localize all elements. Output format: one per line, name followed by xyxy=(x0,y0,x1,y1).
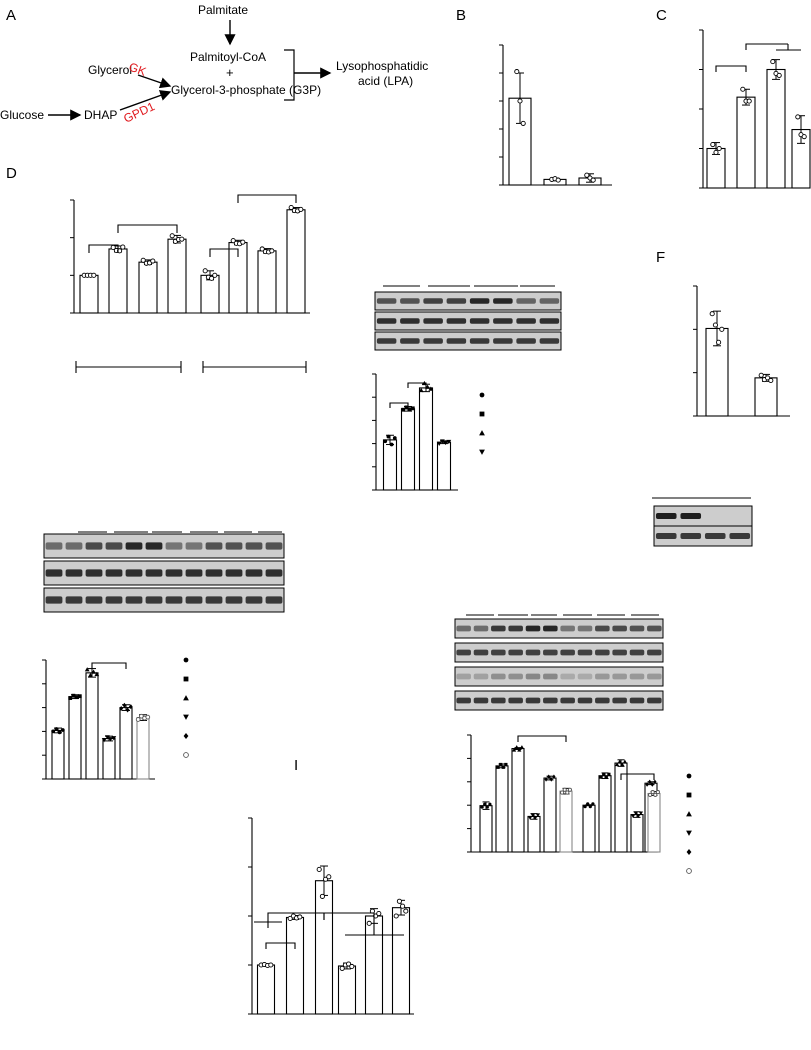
bar xyxy=(599,776,611,852)
blot-band xyxy=(266,569,283,576)
bar xyxy=(544,778,556,852)
bar xyxy=(120,708,132,779)
blot-band xyxy=(508,674,523,680)
panel-a-pathway xyxy=(0,3,428,126)
legend-marker xyxy=(686,831,692,836)
data-point xyxy=(486,805,489,808)
blot-band xyxy=(106,569,123,576)
blot-band xyxy=(146,569,163,576)
blot-band xyxy=(491,626,506,632)
blot-band xyxy=(400,298,420,303)
blot-band xyxy=(543,674,558,680)
data-point xyxy=(350,964,354,968)
legend-marker xyxy=(479,450,485,455)
bar xyxy=(287,210,305,313)
bar xyxy=(631,815,643,852)
data-point xyxy=(796,115,800,119)
data-point xyxy=(51,730,55,734)
panel-a-letter: A xyxy=(6,7,17,24)
blot-band xyxy=(612,698,627,704)
bar xyxy=(528,816,540,852)
data-point xyxy=(741,87,745,91)
blot-band xyxy=(540,338,560,343)
data-point xyxy=(502,766,505,769)
gpd1-enzyme-label: GPD1 xyxy=(121,99,157,126)
data-point xyxy=(151,259,155,263)
blot-band xyxy=(540,298,560,303)
blot-band xyxy=(647,698,662,704)
data-point xyxy=(717,146,721,150)
data-point xyxy=(367,921,371,925)
blot-band xyxy=(543,698,558,704)
data-point xyxy=(711,142,715,146)
data-point xyxy=(483,803,486,806)
legend-marker xyxy=(687,849,692,855)
legend-marker xyxy=(183,695,189,700)
chart-e xyxy=(372,374,485,490)
blot-band xyxy=(470,318,490,323)
blot-band xyxy=(226,542,243,549)
blot-band xyxy=(246,542,263,549)
palmitoyl-coa-label: Palmitoyl-CoA xyxy=(190,50,267,64)
significance-bracket xyxy=(716,66,746,72)
legend-marker xyxy=(480,412,485,417)
legend-marker xyxy=(479,430,485,435)
panel-d-letter: D xyxy=(6,165,17,182)
lpa-label-line2: acid (LPA) xyxy=(358,74,414,88)
blot-band xyxy=(656,533,677,539)
blot-band xyxy=(166,542,183,549)
data-point xyxy=(270,249,274,253)
blot-band xyxy=(447,318,467,323)
data-point xyxy=(85,667,90,671)
blot-band xyxy=(656,513,677,519)
data-point xyxy=(58,730,62,734)
data-point xyxy=(589,805,592,808)
chart-b xyxy=(499,45,612,185)
chart-d xyxy=(70,195,310,373)
blot-band xyxy=(206,569,223,576)
data-point xyxy=(713,323,717,327)
blot-band xyxy=(246,596,263,603)
blot-band xyxy=(166,569,183,576)
data-point xyxy=(566,791,569,794)
data-point xyxy=(340,966,344,970)
blot-band xyxy=(595,650,610,656)
blot-band xyxy=(66,542,83,549)
data-point xyxy=(654,793,657,796)
data-point xyxy=(720,327,724,331)
blot-band xyxy=(377,338,397,343)
blot-band xyxy=(470,338,490,343)
data-point xyxy=(600,776,603,779)
blot-band xyxy=(729,533,750,539)
data-point xyxy=(591,178,595,182)
western-blot-h xyxy=(455,615,663,710)
blot-band xyxy=(612,650,627,656)
panel-b-letter: B xyxy=(456,7,467,24)
data-point xyxy=(710,312,714,316)
glucose-label: Glucose xyxy=(0,108,45,122)
blot-band xyxy=(266,542,283,549)
blot-band xyxy=(206,542,223,549)
bar xyxy=(438,442,451,490)
blot-band xyxy=(423,298,443,303)
blot-band xyxy=(560,698,575,704)
legend-marker xyxy=(480,393,485,398)
data-point xyxy=(556,178,560,182)
data-point xyxy=(481,805,484,808)
data-point xyxy=(55,727,59,731)
chart-i xyxy=(248,818,414,1014)
significance-bracket xyxy=(518,736,566,742)
glycerol-label: Glycerol xyxy=(88,63,133,77)
blot-band xyxy=(630,650,645,656)
blot-band xyxy=(491,650,506,656)
legend-marker xyxy=(687,793,692,798)
western-blot-f xyxy=(652,498,752,546)
blot-band xyxy=(578,674,593,680)
bar xyxy=(137,718,149,779)
lpa-label-line1: Lysophosphatidic xyxy=(336,59,429,73)
blot-band xyxy=(146,542,163,549)
blot-band xyxy=(186,596,203,603)
blot-band xyxy=(126,596,143,603)
blot-band xyxy=(526,674,541,680)
data-point xyxy=(584,805,587,808)
bar xyxy=(384,440,397,490)
bar xyxy=(480,806,492,852)
blot-band xyxy=(595,698,610,704)
bar xyxy=(201,275,219,313)
blot-band xyxy=(526,626,541,632)
data-point xyxy=(397,899,401,903)
g3p-label: Glycerol-3-phosphate (G3P) xyxy=(171,83,322,97)
blot-band xyxy=(447,298,467,303)
bar xyxy=(86,673,98,779)
blot-band xyxy=(86,596,103,603)
bar xyxy=(648,794,660,853)
bar xyxy=(69,697,81,779)
blot-band xyxy=(612,626,627,632)
data-point xyxy=(769,378,773,382)
blot-band xyxy=(630,674,645,680)
panel-f-letter: F xyxy=(656,249,666,266)
data-point xyxy=(499,763,502,766)
blot-band xyxy=(106,542,123,549)
blot-band xyxy=(46,596,63,603)
blot-band xyxy=(474,698,489,704)
blot-band xyxy=(647,650,662,656)
blot-band xyxy=(508,698,523,704)
data-point xyxy=(404,909,408,913)
data-point xyxy=(515,70,519,74)
blot-band xyxy=(647,626,662,632)
dhap-label: DHAP xyxy=(84,108,118,122)
bar xyxy=(402,409,415,490)
legend-marker xyxy=(184,753,189,758)
data-point xyxy=(327,875,331,879)
blot-band xyxy=(578,698,593,704)
significance-bracket xyxy=(92,663,126,669)
blot-band xyxy=(680,513,701,519)
data-point xyxy=(401,904,405,908)
blot-band xyxy=(578,650,593,656)
panel-i-letter: I xyxy=(294,757,299,774)
data-point xyxy=(146,715,150,719)
data-point xyxy=(61,728,65,732)
data-point xyxy=(605,776,608,779)
blot-band xyxy=(543,626,558,632)
blot-band xyxy=(456,674,471,680)
data-point xyxy=(504,763,507,766)
blot-band xyxy=(491,698,506,704)
legend-marker xyxy=(184,733,189,739)
data-point xyxy=(320,894,324,898)
western-blot-e xyxy=(375,286,561,350)
blot-band xyxy=(540,318,560,323)
data-point xyxy=(393,436,397,440)
data-point xyxy=(241,240,245,244)
palmitate-label: Palmitate xyxy=(198,3,249,17)
bar xyxy=(80,275,98,313)
data-point xyxy=(568,788,571,791)
blot-band xyxy=(516,318,536,323)
blot-band xyxy=(400,318,420,323)
blot-band xyxy=(377,298,397,303)
legend-marker xyxy=(687,869,692,874)
data-point xyxy=(515,745,519,749)
blot-band xyxy=(400,338,420,343)
blot-band xyxy=(516,298,536,303)
plus-sign: + xyxy=(226,65,234,80)
significance-bracket xyxy=(118,225,177,233)
bar xyxy=(420,388,433,490)
data-point xyxy=(591,802,594,805)
data-point xyxy=(518,99,522,103)
data-point xyxy=(92,273,96,277)
blot-band xyxy=(206,596,223,603)
bar xyxy=(258,965,275,1014)
bar xyxy=(496,766,508,852)
blot-band xyxy=(106,596,123,603)
bar xyxy=(52,730,64,779)
data-point xyxy=(411,406,415,410)
data-point xyxy=(78,694,82,698)
western-blot-g xyxy=(44,532,284,612)
blot-band xyxy=(595,626,610,632)
blot-band xyxy=(508,650,523,656)
data-point xyxy=(714,150,718,154)
data-point xyxy=(298,915,302,919)
data-point xyxy=(317,867,321,871)
blot-band xyxy=(578,626,593,632)
blot-band xyxy=(474,650,489,656)
bar xyxy=(109,249,127,313)
data-point xyxy=(771,60,775,64)
blot-band xyxy=(423,318,443,323)
bar xyxy=(767,70,785,189)
legend-marker xyxy=(183,715,189,720)
data-point xyxy=(121,245,125,249)
blot-band xyxy=(146,596,163,603)
bar xyxy=(103,739,115,779)
bar xyxy=(139,262,157,313)
blot-band xyxy=(526,650,541,656)
bar xyxy=(316,881,333,1014)
chart-g xyxy=(42,658,189,779)
data-point xyxy=(170,234,174,238)
data-point xyxy=(390,443,394,447)
blot-band xyxy=(226,569,243,576)
blot-band xyxy=(560,674,575,680)
significance-bracket xyxy=(238,195,296,203)
blot-band xyxy=(705,533,726,539)
blot-band xyxy=(680,533,701,539)
blot-band xyxy=(456,698,471,704)
blot-band xyxy=(86,569,103,576)
blot-band xyxy=(493,338,513,343)
blot-band xyxy=(423,338,443,343)
blots-layer xyxy=(44,286,752,710)
blot-band xyxy=(516,338,536,343)
data-point xyxy=(802,135,806,139)
data-point xyxy=(520,745,524,749)
bar xyxy=(393,908,410,1014)
chart-f xyxy=(693,286,790,416)
bar xyxy=(287,917,304,1014)
bar xyxy=(258,251,276,313)
data-point xyxy=(586,802,589,805)
data-point xyxy=(269,963,273,967)
data-point xyxy=(497,766,500,769)
data-point xyxy=(521,121,525,125)
significance-bracket xyxy=(746,44,801,50)
legend-marker xyxy=(686,811,692,816)
legend-marker xyxy=(184,658,189,663)
data-point xyxy=(136,718,140,722)
blot-band xyxy=(126,569,143,576)
blot-band xyxy=(66,596,83,603)
blot-band xyxy=(474,674,489,680)
blot-band xyxy=(595,674,610,680)
blot-band xyxy=(456,650,471,656)
bar xyxy=(755,378,777,416)
bar xyxy=(168,239,186,313)
data-point xyxy=(777,73,781,77)
chart-h xyxy=(467,735,692,873)
blot-band xyxy=(46,569,63,576)
data-point xyxy=(203,269,207,273)
blot-band xyxy=(246,569,263,576)
blot-band xyxy=(630,698,645,704)
blot-band xyxy=(86,542,103,549)
data-point xyxy=(651,790,654,793)
blot-band xyxy=(456,626,471,632)
blot-band xyxy=(266,596,283,603)
data-point xyxy=(394,914,398,918)
gk-enzyme-label: GK xyxy=(126,59,149,79)
blot-band xyxy=(647,674,662,680)
blot-band xyxy=(560,626,575,632)
data-point xyxy=(377,911,381,915)
bar xyxy=(560,791,572,852)
blot-band xyxy=(543,650,558,656)
blot-band xyxy=(126,542,143,549)
blot-band xyxy=(491,674,506,680)
blot-band xyxy=(226,596,243,603)
blot-band xyxy=(186,542,203,549)
data-point xyxy=(649,793,652,796)
blot-band xyxy=(186,569,203,576)
bar xyxy=(339,966,356,1014)
blot-band xyxy=(612,674,627,680)
blot-band xyxy=(66,569,83,576)
data-point xyxy=(747,99,751,103)
blot-band xyxy=(493,298,513,303)
data-point xyxy=(180,237,184,241)
blot-band xyxy=(493,318,513,323)
blot-band xyxy=(447,338,467,343)
blot-band xyxy=(166,596,183,603)
data-point xyxy=(759,373,763,377)
data-point xyxy=(656,790,659,793)
panel-c-letter: C xyxy=(656,7,667,24)
legend-marker xyxy=(184,677,189,682)
blot-band xyxy=(474,626,489,632)
blot-band xyxy=(508,626,523,632)
bar xyxy=(512,749,524,852)
data-point xyxy=(561,791,564,794)
data-point xyxy=(213,273,217,277)
data-point xyxy=(387,435,391,439)
data-point xyxy=(602,773,605,776)
blot-band xyxy=(526,698,541,704)
bar xyxy=(737,97,755,188)
blot-band xyxy=(560,650,575,656)
data-point xyxy=(383,439,387,443)
chart-c xyxy=(699,30,810,188)
data-point xyxy=(488,803,491,806)
bar xyxy=(583,805,595,852)
blot-band xyxy=(377,318,397,323)
data-point xyxy=(717,340,721,344)
blot-band xyxy=(46,542,63,549)
blot-band xyxy=(630,626,645,632)
data-point xyxy=(299,207,303,211)
data-point xyxy=(563,788,566,791)
legend-marker xyxy=(687,774,692,779)
data-point xyxy=(607,773,610,776)
blot-band xyxy=(470,298,490,303)
